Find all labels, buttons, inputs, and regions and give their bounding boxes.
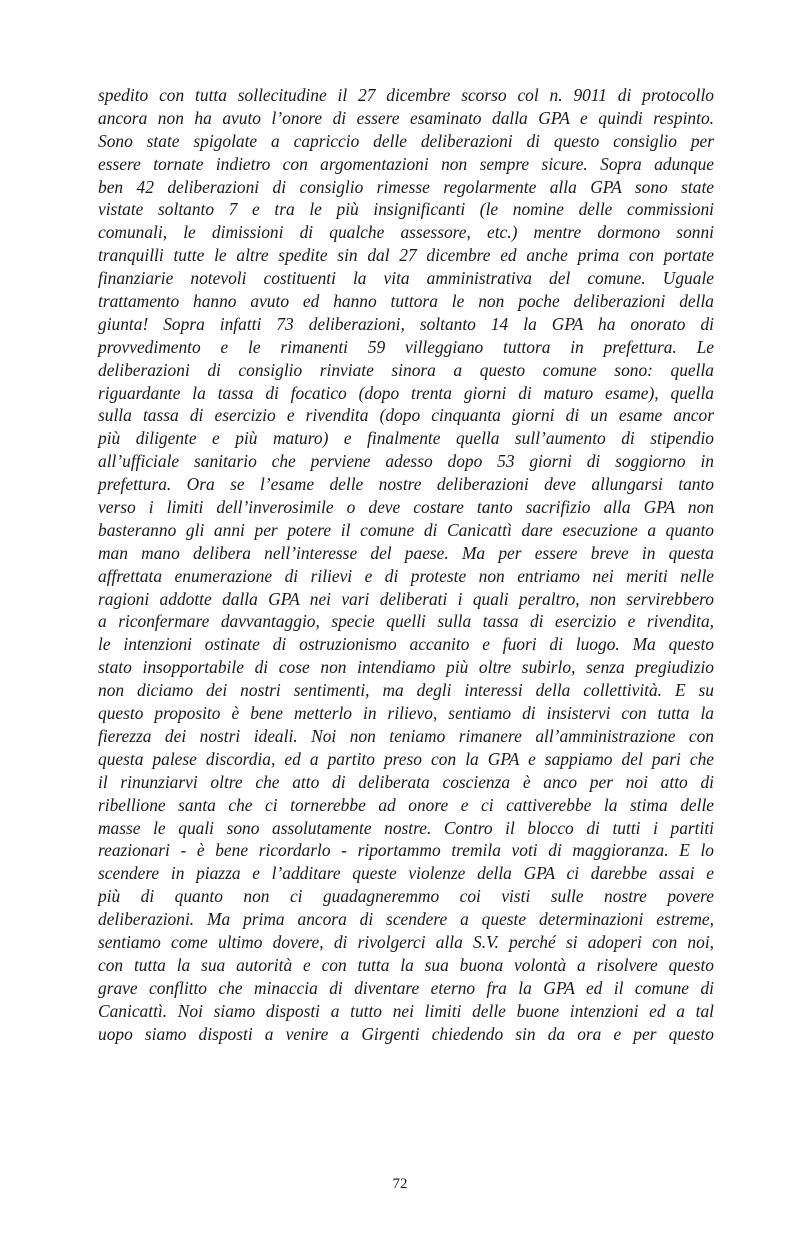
text-line: spedito con tutta sollecitudine il 27 dicembre scorso col n. 9011 di protocollo <box>98 85 714 105</box>
text-line: trattamento hanno avuto ed hanno tuttora le non poche deliberazioni della <box>98 291 714 312</box>
text-line: giunta! Sopra infatti 73 deliberazioni, soltanto 14 la GPA ha onorato di <box>98 313 714 334</box>
text-line: più di quanto non ci guadagneremmo coi visti sulle nostre povere <box>98 886 714 907</box>
page-number: 72 <box>392 1176 408 1192</box>
text-line: ancora non ha avuto l’onore di essere esaminato dalla GPA e quindi respinto. <box>98 107 714 128</box>
text-line: tranquilli tutte le altre spedite sin dal 27 dicembre ed anche prima con portate <box>98 245 714 266</box>
text-line: questo proposito è bene metterlo in rilievo, sentiamo di insistervi con tutta la <box>98 703 714 724</box>
text-line: comunali, le dimissioni di qualche assessore, etc.) mentre dormono sonni <box>98 222 714 243</box>
text-line: verso i limiti dell’inverosimile o deve costare tanto sacrifizio alla GPA non <box>98 497 714 518</box>
text-line: ragioni addotte dalla GPA nei vari deliberati i quali peraltro, non servirebbero <box>98 588 714 609</box>
text-line: prefettura. Ora se l’esame delle nostre deliberazioni deve allungarsi tanto <box>98 474 714 495</box>
text-line: le intenzioni ostinate di ostruzionismo accanito e fuori di luogo. Ma questo <box>98 634 714 655</box>
text-line: grave conflitto che minaccia di diventare eterno fra la GPA ed il comune di <box>98 977 714 998</box>
text-line: Canicattì. Noi siamo disposti a tutto nei limiti delle buone intenzioni ed a tal <box>98 1000 714 1021</box>
text-line: fierezza dei nostri ideali. Noi non teniamo rimanere all’amministrazione con <box>98 725 714 746</box>
text-line: uopo siamo disposti a venire a Girgenti chiedendo sin da ora e per questo <box>98 1023 714 1044</box>
text-line: masse le quali sono assolutamente nostre. Contro il blocco di tutti i partiti <box>98 817 714 838</box>
text-line: questa palese discordia, ed a partito preso con la GPA e sappiamo del pari che <box>98 748 714 769</box>
text-line: non diciamo dei nostri sentimenti, ma degli interessi della collettività. E su <box>98 680 714 701</box>
text-line: con tutta la sua autorità e con tutta la sua buona volontà a risolvere questo <box>98 954 714 975</box>
text-line: riguardante la tassa di focatico (dopo trenta giorni di maturo esame), quella <box>98 382 714 403</box>
text-line: reazionari - è bene ricordarlo - riportammo tremila voti di maggioranza. E lo <box>98 840 714 861</box>
text-line: vistate soltanto 7 e tra le più insignificanti (le nomine delle commissioni <box>98 199 714 220</box>
text-line: finanziarie notevoli costituenti la vita amministrativa del comune. Uguale <box>98 268 714 289</box>
text-line: basteranno gli anni per potere il comune di Canicattì dare esecuzione a quanto <box>98 519 714 540</box>
text-line: sentiamo come ultimo dovere, di rivolgerci alla S.V. perché si adoperi con noi, <box>98 931 714 952</box>
text-line: deliberazioni. Ma prima ancora di scendere a queste determinazioni estreme, <box>98 909 714 930</box>
text-line: deliberazioni di consiglio rinviate sinora a questo comune sono: quella <box>98 359 714 380</box>
body-text <box>98 84 714 1045</box>
text-line: stato insopportabile di cose non intendiamo più oltre subirlo, senza pregiudizio <box>98 657 714 678</box>
text-line: ben 42 deliberazioni di consiglio rimesse regolarmente alla GPA sono state <box>98 176 714 197</box>
text-line: Sono state spigolate a capriccio delle deliberazioni di questo consiglio per <box>98 130 714 151</box>
text-line: ribellione santa che ci tornerebbe ad onore e ci cattiverebbe la stima delle <box>98 794 714 815</box>
text-line: affrettata enumerazione di rilievi e di proteste non entriamo nei meriti nelle <box>98 565 714 586</box>
text-line: a riconfermare davvantaggio, specie quelli sulla tassa di esercizio e rivendita, <box>98 611 714 632</box>
text-line: più diligente e più maturo) e finalmente quella sull’aumento di stipendio <box>98 428 714 449</box>
text-line: all’ufficiale sanitario che perviene adesso dopo 53 giorni di soggiorno in <box>98 451 714 472</box>
text-line: scendere in piazza e l’additare queste violenze della GPA ci darebbe assai e <box>98 863 714 884</box>
text-line: man mano delibera nell’interesse del paese. Ma per essere breve in questa <box>98 542 714 563</box>
text-line: il rinunziarvi oltre che atto di deliberata coscienza è anco per noi atto di <box>98 771 714 792</box>
text-line: provvedimento e le rimanenti 59 villeggiano tuttora in prefettura. Le <box>98 336 714 357</box>
text-line: sulla tassa di esercizio e rivendita (dopo cinquanta giorni di un esame ancor <box>98 405 714 426</box>
text-line: essere tornate indietro con argomentazioni non sempre sicure. Sopra adunque <box>98 153 714 174</box>
